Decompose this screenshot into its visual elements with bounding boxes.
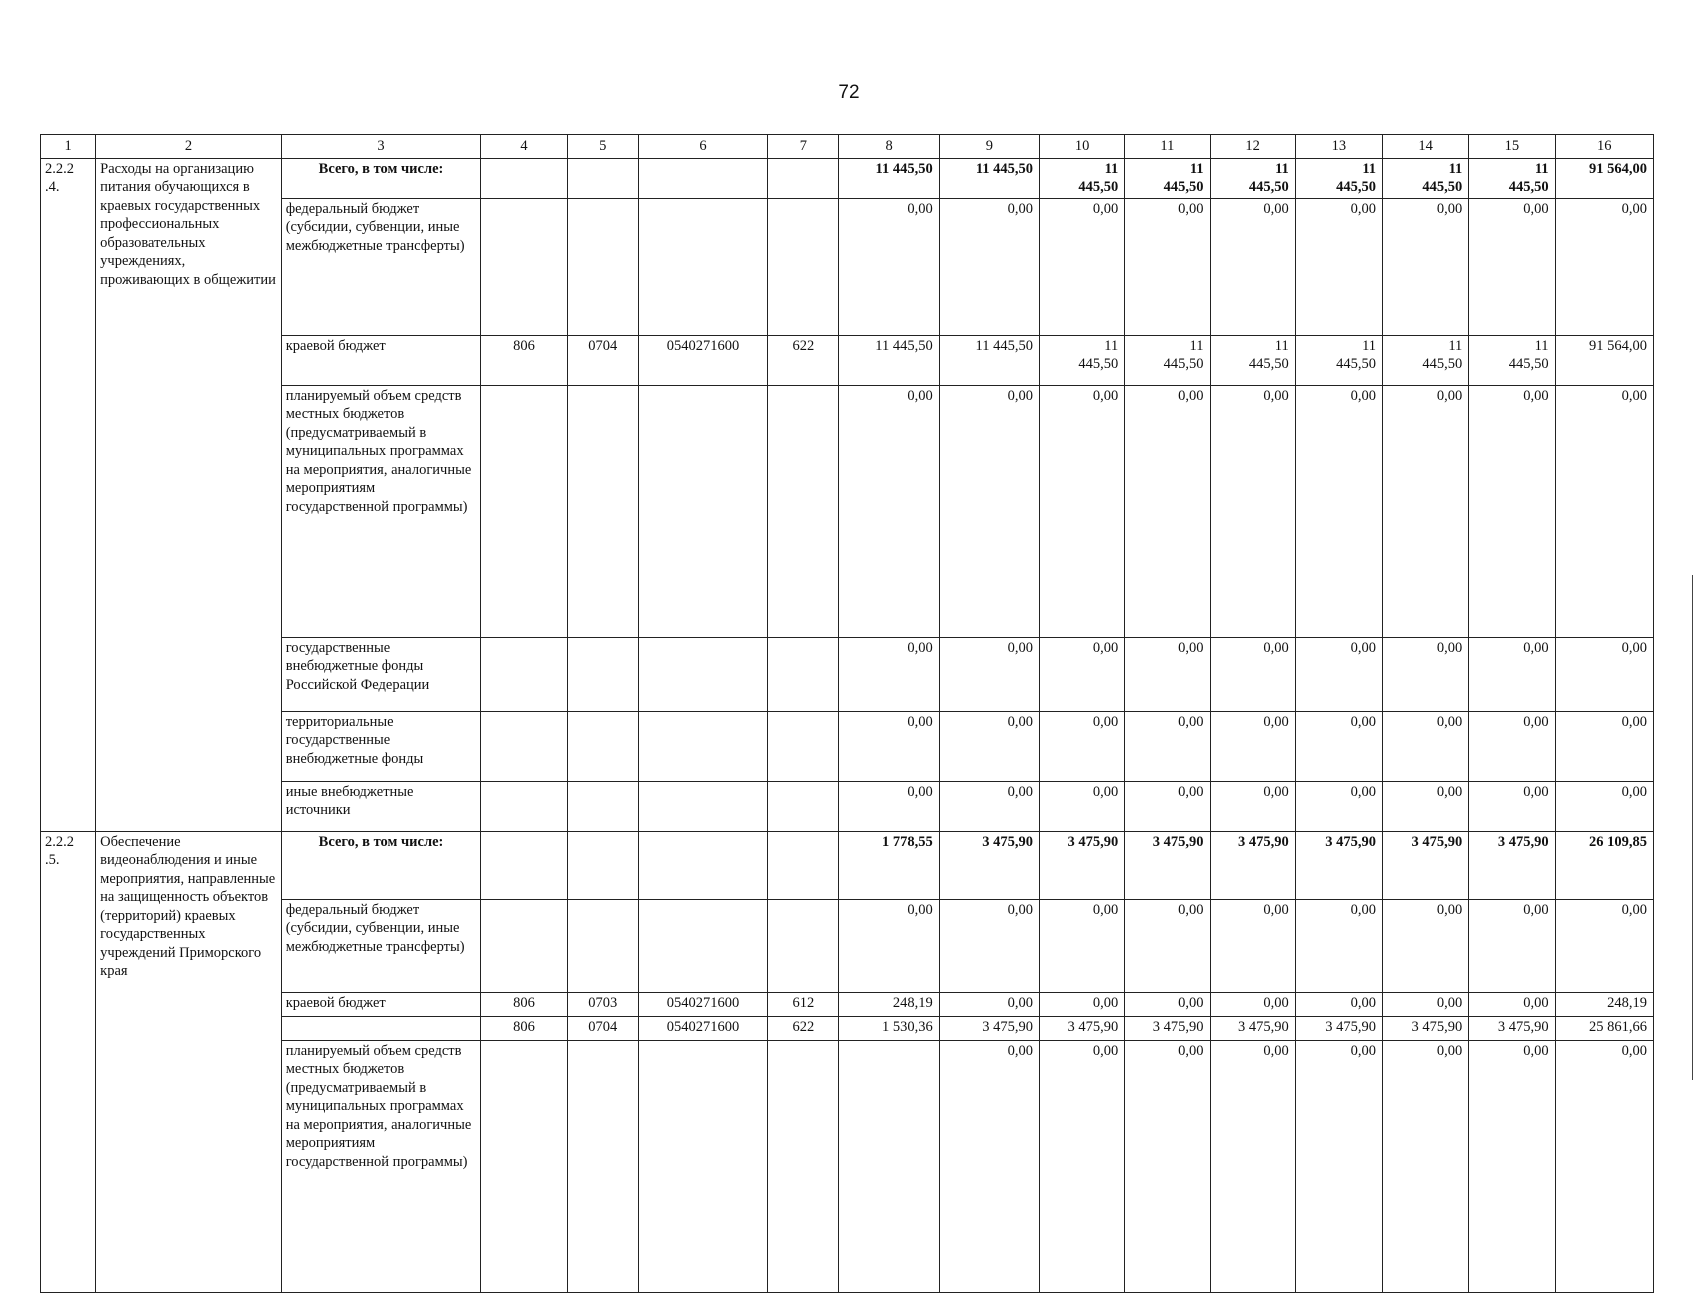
year-value-cell: 0,00 [939, 385, 1039, 637]
column-header: 14 [1383, 135, 1469, 159]
year-value-cell: 0,00 [1383, 899, 1469, 992]
year-value-cell: 0,00 [1469, 637, 1555, 711]
year-value-cell: 11 445,50 [1383, 335, 1469, 385]
scan-edge-line [1692, 575, 1693, 1080]
funding-source-label: краевой бюджет [281, 992, 481, 1016]
year-value-cell: 0,00 [839, 385, 939, 637]
column-header: 9 [939, 135, 1039, 159]
funding-source-label: государственные внебюджетные фонды Российской Федерации [281, 637, 481, 711]
grbs-code [481, 158, 567, 198]
year-value-cell: 11 445,50 [1040, 335, 1125, 385]
section-number: 2.2.2 .4. [41, 158, 96, 831]
year-value-cell: 248,19 [839, 992, 939, 1016]
year-value-cell: 0,00 [939, 711, 1039, 781]
target-article-code: 0540271600 [638, 992, 767, 1016]
table-row-total [41, 158, 1654, 198]
column-header: 10 [1040, 135, 1125, 159]
target-article-code [638, 899, 767, 992]
year-value-cell: 0,00 [1040, 385, 1125, 637]
year-value-cell: 0,00 [1295, 198, 1382, 335]
funding-source-label: Всего, в том числе: [281, 158, 481, 198]
total-value-cell: 25 861,66 [1555, 1016, 1653, 1040]
expense-type-code [768, 899, 839, 992]
year-value-cell: 0,00 [1125, 385, 1210, 637]
year-value-cell: 0,00 [1040, 198, 1125, 335]
table-row [41, 992, 1654, 1016]
total-value-cell: 0,00 [1555, 1040, 1653, 1292]
total-value-cell: 0,00 [1555, 781, 1653, 831]
column-header: 2 [96, 135, 282, 159]
column-header: 5 [567, 135, 638, 159]
section-code [567, 158, 638, 198]
year-value-cell: 0,00 [1210, 1040, 1295, 1292]
grbs-code [481, 198, 567, 335]
year-value-cell: 0,00 [1040, 1040, 1125, 1292]
year-value-cell: 11 445,50 [1210, 158, 1295, 198]
year-value-cell: 0,00 [939, 198, 1039, 335]
funding-source-label: краевой бюджет [281, 335, 481, 385]
year-value-cell: 3 475,90 [1295, 831, 1382, 899]
table-row [41, 781, 1654, 831]
year-value-cell: 0,00 [1469, 711, 1555, 781]
column-header: 15 [1469, 135, 1555, 159]
section-code [567, 198, 638, 335]
target-article-code [638, 198, 767, 335]
year-value-cell: 0,00 [1040, 711, 1125, 781]
year-value-cell: 3 475,90 [1125, 1016, 1210, 1040]
funding-source-label [281, 1016, 481, 1040]
section-code [567, 637, 638, 711]
year-value-cell: 11 445,50 [1383, 158, 1469, 198]
year-value-cell: 0,00 [839, 781, 939, 831]
column-header: 7 [768, 135, 839, 159]
year-value-cell: 0,00 [1125, 899, 1210, 992]
year-value-cell: 0,00 [1125, 711, 1210, 781]
year-value-cell: 11 445,50 [1210, 335, 1295, 385]
year-value-cell: 0,00 [1210, 781, 1295, 831]
year-value-cell: 3 475,90 [1210, 831, 1295, 899]
column-header: 4 [481, 135, 567, 159]
page-number: 72 [838, 82, 860, 103]
column-header: 3 [281, 135, 481, 159]
year-value-cell: 0,00 [1469, 992, 1555, 1016]
table-row [41, 637, 1654, 711]
year-value-cell: 0,00 [1295, 637, 1382, 711]
section-code [567, 831, 638, 899]
expense-type-code: 622 [768, 1016, 839, 1040]
year-value-cell: 1 530,36 [839, 1016, 939, 1040]
year-value-cell: 3 475,90 [1210, 1016, 1295, 1040]
grbs-code [481, 781, 567, 831]
section-name: Обеспечение видеонаблюдения и иные мероприятия, направленные на защищенность объектов (территорий) краевых государственных учреждений Приморского края [96, 831, 282, 1292]
expense-type-code [768, 1040, 839, 1292]
target-article-code [638, 711, 767, 781]
target-article-code [638, 781, 767, 831]
total-value-cell: 248,19 [1555, 992, 1653, 1016]
year-value-cell: 0,00 [1295, 899, 1382, 992]
year-value-cell: 0,00 [839, 899, 939, 992]
grbs-code [481, 385, 567, 637]
year-value-cell: 3 475,90 [1469, 1016, 1555, 1040]
year-value-cell: 0,00 [1469, 781, 1555, 831]
year-value-cell: 11 445,50 [939, 158, 1039, 198]
expense-type-code [768, 781, 839, 831]
year-value-cell: 3 475,90 [1295, 1016, 1382, 1040]
section-code: 0703 [567, 992, 638, 1016]
expense-type-code [768, 637, 839, 711]
year-value-cell: 0,00 [1125, 1040, 1210, 1292]
year-value-cell: 0,00 [1383, 385, 1469, 637]
year-value-cell: 11 445,50 [1469, 335, 1555, 385]
year-value-cell: 0,00 [1295, 1040, 1382, 1292]
section-code [567, 1040, 638, 1292]
year-value-cell: 0,00 [939, 637, 1039, 711]
year-value-cell: 3 475,90 [1383, 831, 1469, 899]
expense-type-code [768, 831, 839, 899]
section-code [567, 781, 638, 831]
year-value-cell: 3 475,90 [1125, 831, 1210, 899]
year-value-cell: 11 445,50 [1295, 335, 1382, 385]
expense-type-code [768, 711, 839, 781]
year-value-cell: 0,00 [1295, 385, 1382, 637]
grbs-code [481, 711, 567, 781]
year-value-cell: 0,00 [1469, 1040, 1555, 1292]
column-header: 12 [1210, 135, 1295, 159]
total-value-cell: 0,00 [1555, 899, 1653, 992]
target-article-code [638, 158, 767, 198]
section-code [567, 385, 638, 637]
table-row [41, 1040, 1654, 1292]
target-article-code [638, 1040, 767, 1292]
funding-source-label: федеральный бюджет (субсидии, субвенции, иные межбюджетные трансферты) [281, 198, 481, 335]
year-value-cell: 0,00 [839, 198, 939, 335]
funding-source-label: Всего, в том числе: [281, 831, 481, 899]
expense-type-code [768, 198, 839, 335]
total-value-cell: 26 109,85 [1555, 831, 1653, 899]
year-value-cell: 3 475,90 [939, 831, 1039, 899]
target-article-code [638, 637, 767, 711]
table-row [41, 711, 1654, 781]
year-value-cell: 0,00 [939, 1040, 1039, 1292]
total-value-cell: 91 564,00 [1555, 158, 1653, 198]
year-value-cell: 11 445,50 [839, 335, 939, 385]
column-header: 13 [1295, 135, 1382, 159]
year-value-cell: 0,00 [1210, 385, 1295, 637]
target-article-code [638, 831, 767, 899]
year-value-cell: 0,00 [1383, 992, 1469, 1016]
year-value-cell: 0,00 [1125, 198, 1210, 335]
grbs-code: 806 [481, 992, 567, 1016]
year-value-cell: 0,00 [939, 781, 1039, 831]
year-value-cell: 0,00 [1469, 198, 1555, 335]
table-row [41, 385, 1654, 637]
grbs-code: 806 [481, 335, 567, 385]
grbs-code [481, 899, 567, 992]
year-value-cell: 1 778,55 [839, 831, 939, 899]
section-number: 2.2.2 .5. [41, 831, 96, 1292]
year-value-cell: 11 445,50 [1469, 158, 1555, 198]
grbs-code [481, 831, 567, 899]
section-code: 0704 [567, 335, 638, 385]
section-code [567, 711, 638, 781]
year-value-cell: 3 475,90 [1040, 1016, 1125, 1040]
section-name: Расходы на организацию питания обучающихся в краевых государственных профессиональных образовательных учреждениях, проживающих в общежитии [96, 158, 282, 831]
total-value-cell: 0,00 [1555, 385, 1653, 637]
year-value-cell: 0,00 [1383, 198, 1469, 335]
grbs-code [481, 637, 567, 711]
year-value-cell: 3 475,90 [939, 1016, 1039, 1040]
target-article-code: 0540271600 [638, 1016, 767, 1040]
year-value-cell: 0,00 [1469, 899, 1555, 992]
year-value-cell: 0,00 [1125, 637, 1210, 711]
total-value-cell: 0,00 [1555, 637, 1653, 711]
column-header: 11 [1125, 135, 1210, 159]
total-value-cell: 0,00 [1555, 711, 1653, 781]
year-value-cell: 0,00 [1125, 992, 1210, 1016]
funding-source-label: планируемый объем средств местных бюджетов (предусматриваемый в муниципальных программах на мероприятия, аналогичные мероприятиям государственной программы) [281, 385, 481, 637]
column-header: 8 [839, 135, 939, 159]
year-value-cell: 3 475,90 [1469, 831, 1555, 899]
year-value-cell: 0,00 [1125, 781, 1210, 831]
year-value-cell: 11 445,50 [839, 158, 939, 198]
year-value-cell: 3 475,90 [1383, 1016, 1469, 1040]
funding-source-label: федеральный бюджет (субсидии, субвенции, иные межбюджетные трансферты) [281, 899, 481, 992]
target-article-code [638, 385, 767, 637]
table-row [41, 899, 1654, 992]
grbs-code: 806 [481, 1016, 567, 1040]
year-value-cell: 3 475,90 [1040, 831, 1125, 899]
expense-type-code [768, 385, 839, 637]
year-value-cell: 11 445,50 [1125, 335, 1210, 385]
funding-source-label: планируемый объем средств местных бюджетов (предусматриваемый в муниципальных программах на мероприятия, аналогичные мероприятиям государственной программы) [281, 1040, 481, 1292]
year-value-cell: 0,00 [1295, 781, 1382, 831]
year-value-cell: 0,00 [1040, 637, 1125, 711]
budget-table [40, 134, 1654, 1293]
year-value-cell: 0,00 [1383, 637, 1469, 711]
year-value-cell: 11 445,50 [1125, 158, 1210, 198]
year-value-cell: 0,00 [1383, 711, 1469, 781]
target-article-code: 0540271600 [638, 335, 767, 385]
expense-type-code [768, 158, 839, 198]
table-row [41, 1016, 1654, 1040]
funding-source-label: иные внебюджетные источники [281, 781, 481, 831]
year-value-cell: 0,00 [1040, 781, 1125, 831]
table-row-total [41, 831, 1654, 899]
year-value-cell: 0,00 [939, 992, 1039, 1016]
year-value-cell: 0,00 [1295, 992, 1382, 1016]
expense-type-code: 622 [768, 335, 839, 385]
column-header: 6 [638, 135, 767, 159]
total-value-cell: 91 564,00 [1555, 335, 1653, 385]
year-value-cell: 0,00 [1210, 198, 1295, 335]
section-code: 0704 [567, 1016, 638, 1040]
year-value-cell: 11 445,50 [1040, 158, 1125, 198]
year-value-cell: 0,00 [1383, 781, 1469, 831]
table-row [41, 198, 1654, 335]
total-value-cell: 0,00 [1555, 198, 1653, 335]
year-value-cell: 0,00 [1210, 899, 1295, 992]
year-value-cell: 11 445,50 [939, 335, 1039, 385]
column-header: 16 [1555, 135, 1653, 159]
year-value-cell: 0,00 [1040, 899, 1125, 992]
year-value-cell: 0,00 [839, 711, 939, 781]
funding-source-label: территориальные государственные внебюджетные фонды [281, 711, 481, 781]
year-value-cell: 0,00 [1210, 637, 1295, 711]
expense-type-code: 612 [768, 992, 839, 1016]
year-value-cell: 0,00 [1383, 1040, 1469, 1292]
year-value-cell: 0,00 [1210, 711, 1295, 781]
grbs-code [481, 1040, 567, 1292]
section-code [567, 899, 638, 992]
year-value-cell: 0,00 [1469, 385, 1555, 637]
column-header: 1 [41, 135, 96, 159]
table-row [41, 335, 1654, 385]
header-row [41, 135, 1654, 159]
year-value-cell: 0,00 [939, 899, 1039, 992]
year-value-cell: 0,00 [1040, 992, 1125, 1016]
year-value-cell [839, 1040, 939, 1292]
year-value-cell: 0,00 [839, 637, 939, 711]
year-value-cell: 0,00 [1210, 992, 1295, 1016]
year-value-cell: 11 445,50 [1295, 158, 1382, 198]
year-value-cell: 0,00 [1295, 711, 1382, 781]
